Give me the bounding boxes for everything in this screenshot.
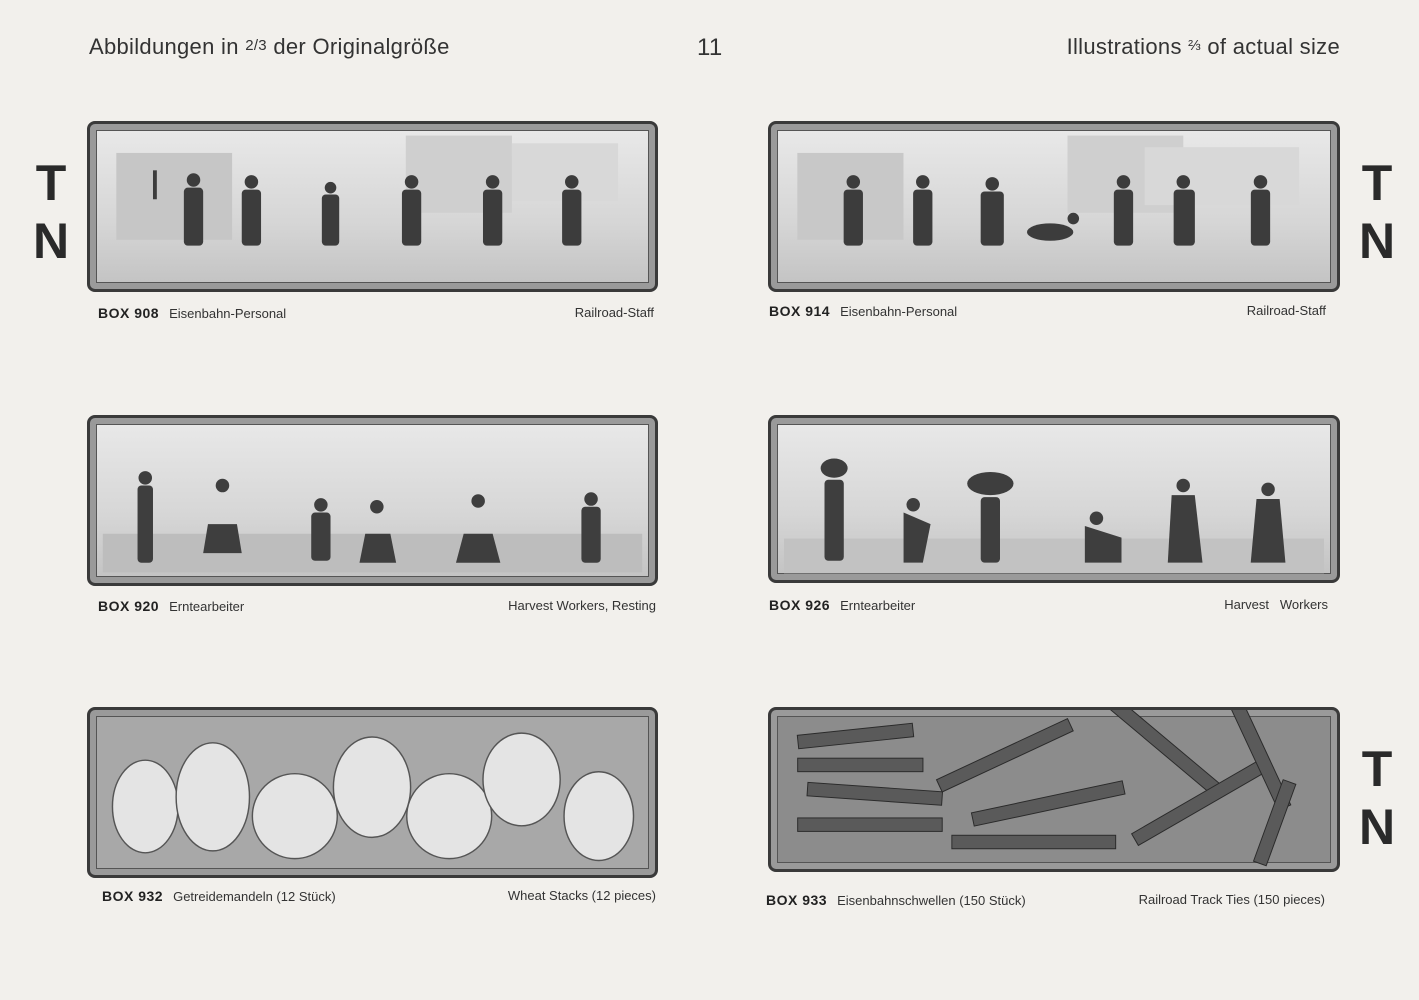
caption-box-926 [769, 597, 915, 613]
wheat-stacks-illustration [90, 710, 655, 875]
german-title: Getreidemandeln (12 Stück) [173, 889, 336, 904]
german-title: Eisenbahnschwellen (150 Stück) [837, 893, 1026, 908]
railroad-staff-figures-illustration [90, 124, 655, 289]
fraction: 2/3 [245, 37, 267, 54]
product-image-box-920 [87, 415, 658, 586]
fraction: ⅔ [1188, 37, 1201, 54]
box-code: BOX 914 [769, 303, 831, 319]
product-image-box-926 [768, 415, 1340, 583]
product-image-box-908 [87, 121, 658, 292]
page-number: 11 [697, 34, 723, 61]
german-title: Eisenbahn-Personal [840, 304, 958, 319]
tn-mark-left-top: T N [32, 155, 70, 269]
harvest-workers-illustration [771, 418, 1337, 580]
caption-box-933 [766, 892, 1026, 908]
box-code: BOX 933 [766, 892, 828, 908]
caption-box-932 [102, 888, 336, 904]
harvest-workers-resting-illustration [90, 418, 655, 583]
box-code: BOX 926 [769, 597, 831, 613]
german-title: Eisenbahn-Personal [169, 306, 287, 321]
english-title-box-926: Harvest Workers [1224, 597, 1328, 612]
box-code: BOX 908 [98, 305, 160, 321]
caption-box-914 [769, 303, 957, 319]
caption-box-908 [98, 305, 286, 321]
english-title-box-933: Railroad Track Ties (150 pieces) [1138, 892, 1325, 907]
german-title: Erntearbeiter [840, 598, 916, 613]
box-code: BOX 920 [98, 598, 160, 614]
box-code: BOX 932 [102, 888, 164, 904]
caption-box-920 [98, 598, 244, 614]
english-title-box-914: Railroad-Staff [1246, 303, 1326, 318]
tn-mark-right-top: T N [1358, 155, 1396, 269]
header-right-title: Illustrations ⅔ of actual size [1066, 34, 1340, 59]
tn-mark-right-bottom: T N [1358, 741, 1396, 855]
header-left-title: Abbildungen in 2/3 der Originalgröße [89, 34, 450, 59]
product-image-box-933 [768, 707, 1340, 872]
english-title-box-908: Railroad-Staff [574, 305, 654, 320]
german-title: Erntearbeiter [169, 599, 245, 614]
english-title-box-920: Harvest Workers, Resting [508, 598, 656, 613]
railroad-staff-figures-illustration [771, 124, 1337, 289]
product-image-box-932 [87, 707, 658, 878]
railroad-track-ties-illustration [771, 710, 1337, 869]
english-title-box-932: Wheat Stacks (12 pieces) [507, 888, 656, 903]
product-image-box-914 [768, 121, 1340, 292]
